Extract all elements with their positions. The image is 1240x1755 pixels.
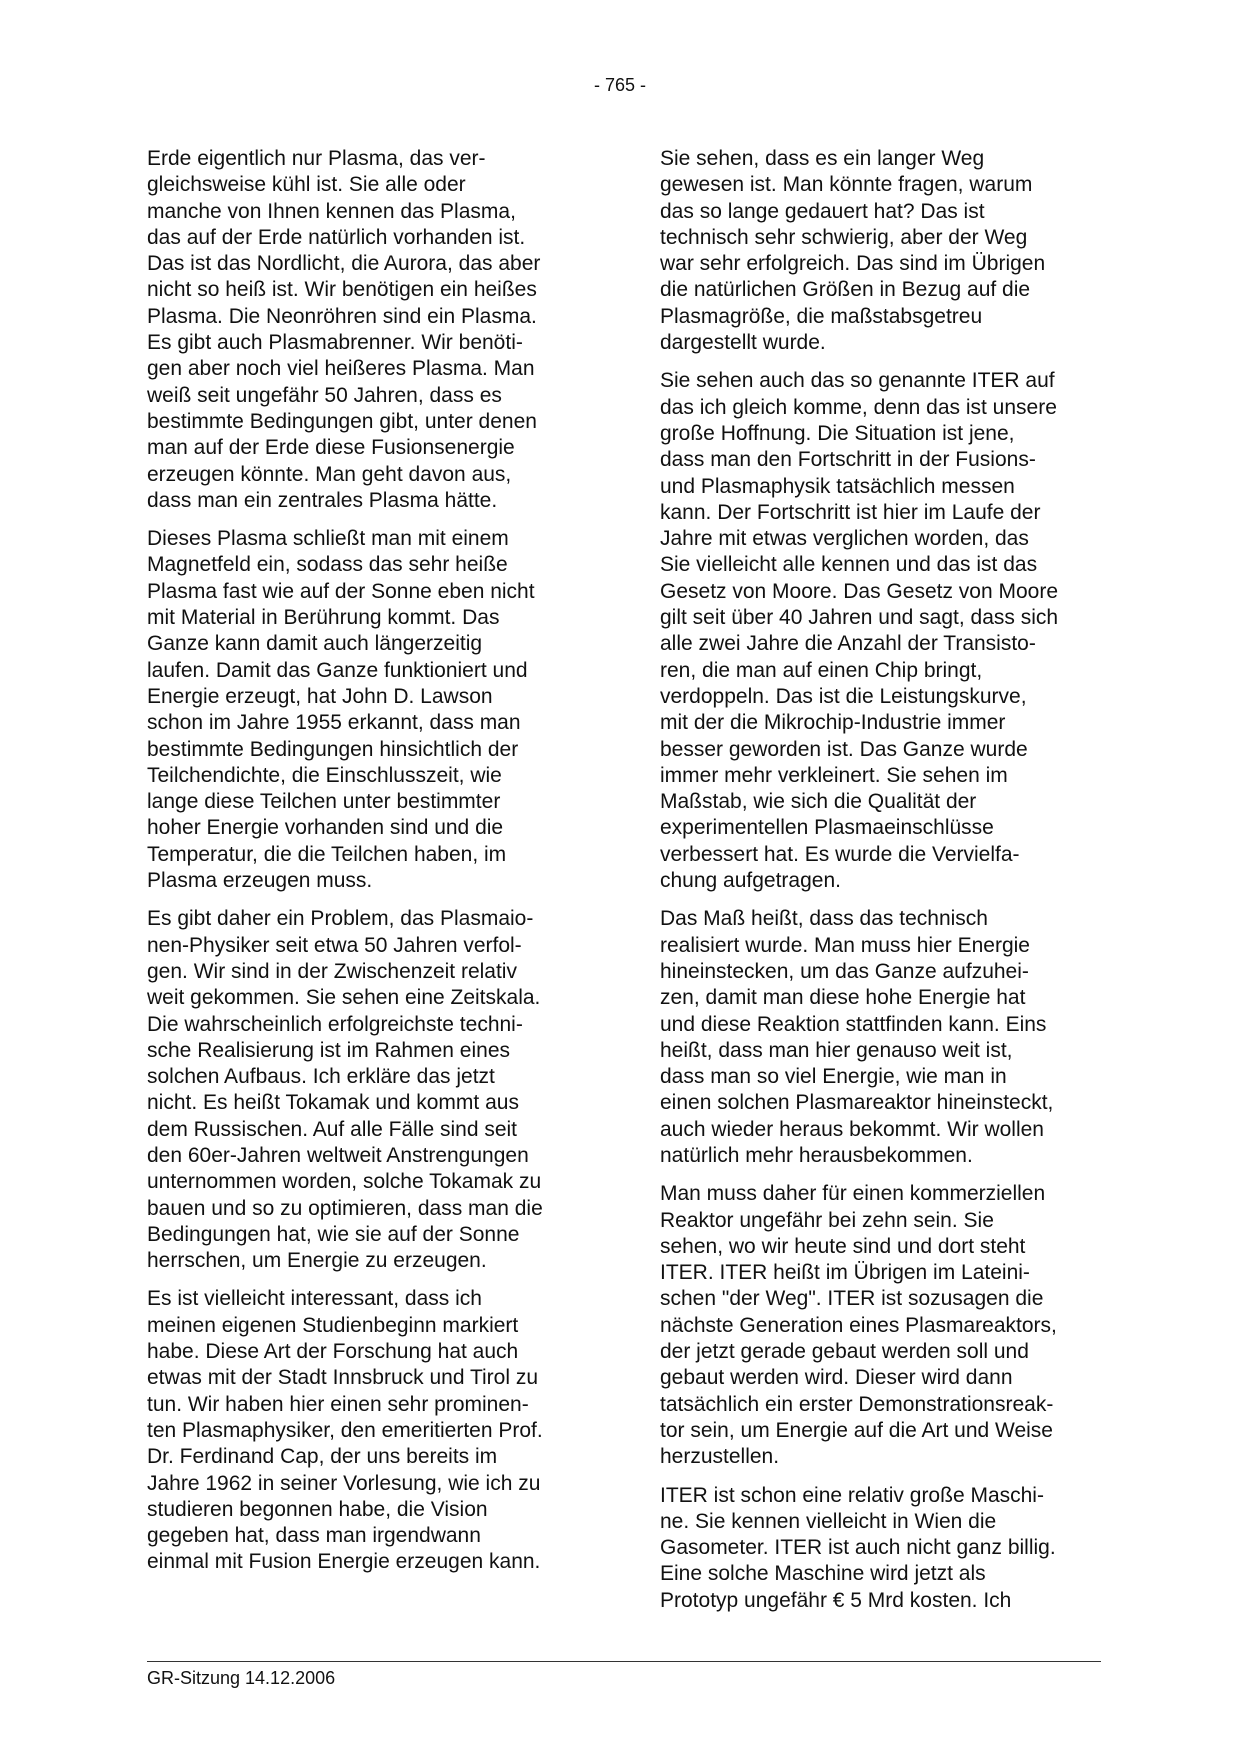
text-line: Bedingungen hat, wie sie auf der Sonne xyxy=(147,1222,520,1246)
text-line: Maßstab, wie sich die Qualität der xyxy=(660,790,977,814)
text-line: Teilchendichte, die Einschlusszeit, wie xyxy=(147,763,502,787)
paragraph xyxy=(147,1286,587,1575)
text-line: war sehr erfolgreich. Das sind im Übrigen xyxy=(660,252,1046,276)
text-line: Dr. Ferdinand Cap, der uns bereits im xyxy=(147,1445,498,1469)
text-line: gen. Wir sind in der Zwischenzeit relativ xyxy=(147,959,517,983)
text-line: hineinstecken, um das Ganze aufzuhei- xyxy=(660,959,1029,983)
text-line: Plasma. Die Neonröhren sind ein Plasma. xyxy=(147,304,537,328)
text-line: tor sein, um Energie auf die Art und Weise xyxy=(660,1418,1053,1442)
text-line: sche Realisierung ist im Rahmen eines xyxy=(147,1038,510,1062)
text-line: Es ist vielleicht interessant, dass ich xyxy=(147,1287,482,1311)
text-line: dargestellt wurde. xyxy=(660,331,826,355)
text-line: Das Maß heißt, dass das technisch xyxy=(660,907,988,931)
text-line: studieren begonnen habe, die Vision xyxy=(147,1497,488,1521)
text-line: dass man ein zentrales Plasma hätte. xyxy=(147,488,498,512)
text-line: einen solchen Plasmareaktor hineinsteckt, xyxy=(660,1091,1054,1115)
text-line: Energie erzeugt, hat John D. Lawson xyxy=(147,684,493,708)
text-line: tun. Wir haben hier einen sehr prominen- xyxy=(147,1392,529,1416)
text-line: Sie vielleicht alle kennen und das ist das xyxy=(660,553,1038,577)
text-line: Sie sehen auch das so genannte ITER auf xyxy=(660,369,1055,393)
text-line: Gesetz von Moore. Das Gesetz von Moore xyxy=(660,579,1059,603)
text-line: der jetzt gerade gebaut werden soll und xyxy=(660,1340,1029,1364)
text-line: ten Plasmaphysiker, den emeritierten Prof. xyxy=(147,1418,543,1442)
text-line: solchen Aufbaus. Ich erkläre das jetzt xyxy=(147,1065,495,1089)
text-line: bestimmte Bedingungen hinsichtlich der xyxy=(147,737,519,761)
paragraph xyxy=(147,526,587,894)
text-line: herrschen, um Energie zu erzeugen. xyxy=(147,1249,487,1273)
page-number: - 765 - xyxy=(593,75,647,95)
text-line: gilt seit über 40 Jahren und sagt, dass sich xyxy=(660,606,1059,630)
text-line: chung aufgetragen. xyxy=(660,869,841,893)
text-line: herzustellen. xyxy=(660,1445,780,1469)
text-line: lange diese Teilchen unter bestimmter xyxy=(147,790,501,814)
text-line: gleichsweise kühl ist. Sie alle oder xyxy=(147,173,466,197)
text-line: Plasma fast wie auf der Sonne eben nicht xyxy=(147,579,535,603)
text-line: Temperatur, die die Teilchen haben, im xyxy=(147,842,507,866)
text-line: Plasmagröße, die maßstabsgetreu xyxy=(660,304,983,328)
text-line: bauen und so zu optimieren, dass man die xyxy=(147,1196,543,1220)
text-line: nicht. Es heißt Tokamak und kommt aus xyxy=(147,1091,519,1115)
text-line: verdoppeln. Das ist die Leistungskurve, xyxy=(660,684,1027,708)
paragraph xyxy=(660,906,1110,1169)
text-line: mit Material in Berührung kommt. Das xyxy=(147,606,500,630)
text-line: tatsächlich ein erster Demonstrationsreak- xyxy=(660,1392,1054,1416)
text-line: Ganze kann damit auch längerzeitig xyxy=(147,632,483,656)
text-line: ren, die man auf einen Chip bringt, xyxy=(660,658,983,682)
text-line: nächste Generation eines Plasmareaktors, xyxy=(660,1313,1057,1337)
text-line: und Plasmaphysik tatsächlich messen xyxy=(660,474,1015,498)
text-line: weiß seit ungefähr 50 Jahren, dass es xyxy=(147,383,502,407)
text-line: das auf der Erde natürlich vorhanden ist. xyxy=(147,225,526,249)
text-line: Dieses Plasma schließt man mit einem xyxy=(147,527,509,551)
text-line: besser geworden ist. Das Ganze wurde xyxy=(660,737,1028,761)
text-line: Die wahrscheinlich erfolgreichste techni- xyxy=(147,1012,523,1036)
text-line: natürlich mehr herausbekommen. xyxy=(660,1143,973,1167)
text-line: die natürlichen Größen in Bezug auf die xyxy=(660,278,1031,302)
text-line: dass man so viel Energie, wie man in xyxy=(660,1065,1007,1089)
text-line: sehen, wo wir heute sind und dort steht xyxy=(660,1234,1026,1258)
text-line: Plasma erzeugen muss. xyxy=(147,869,373,893)
text-line: Es gibt daher ein Problem, das Plasmaio- xyxy=(147,907,534,931)
text-line: technisch sehr schwierig, aber der Weg xyxy=(660,225,1028,249)
text-line: ne. Sie kennen vielleicht in Wien die xyxy=(660,1509,997,1533)
text-line: und diese Reaktion stattfinden kann. Eins xyxy=(660,1012,1047,1036)
text-line: schen "der Weg". ITER ist sozusagen die xyxy=(660,1287,1044,1311)
text-line: nicht so heiß ist. Wir benötigen ein heißes xyxy=(147,278,537,302)
footer-divider xyxy=(147,1661,1101,1662)
paragraph xyxy=(660,1483,1110,1614)
text-line: dem Russischen. Auf alle Fälle sind seit xyxy=(147,1117,518,1141)
footer-session-date: GR-Sitzung 14.12.2006 xyxy=(147,1668,336,1688)
text-line: ITER ist schon eine relativ große Maschi- xyxy=(660,1483,1044,1507)
text-line: Jahre 1962 in seiner Vorlesung, wie ich zu xyxy=(147,1471,541,1495)
paragraph xyxy=(147,146,587,514)
text-line: hoher Energie vorhanden sind und die xyxy=(147,816,504,840)
text-line: auch wieder heraus bekommt. Wir wollen xyxy=(660,1117,1044,1141)
text-line: immer mehr verkleinert. Sie sehen im xyxy=(660,763,1008,787)
text-line: man auf der Erde diese Fusionsenergie xyxy=(147,436,515,460)
text-line: Man muss daher für einen kommerziellen xyxy=(660,1182,1046,1206)
text-line: kann. Der Fortschritt ist hier im Laufe der xyxy=(660,500,1041,524)
text-line: schon im Jahre 1955 erkannt, dass man xyxy=(147,711,521,735)
text-line: habe. Diese Art der Forschung hat auch xyxy=(147,1340,519,1364)
text-line: laufen. Damit das Ganze funktioniert und xyxy=(147,658,528,682)
left-column xyxy=(147,146,587,1588)
text-line: experimentellen Plasmaeinschlüsse xyxy=(660,816,994,840)
paragraph xyxy=(660,368,1110,894)
text-line: verbessert hat. Es wurde die Vervielfa- xyxy=(660,842,1020,866)
text-line: Reaktor ungefähr bei zehn sein. Sie xyxy=(660,1208,994,1232)
text-line: dass man den Fortschritt in der Fusions- xyxy=(660,448,1036,472)
text-line: große Hoffnung. Die Situation ist jene, xyxy=(660,421,1015,445)
text-line: Gasometer. ITER ist auch nicht ganz billig. xyxy=(660,1536,1056,1560)
text-line: Sie sehen, dass es ein langer Weg xyxy=(660,147,985,170)
text-line: Eine solche Maschine wird jetzt als xyxy=(660,1562,986,1586)
text-line: unternommen worden, solche Tokamak zu xyxy=(147,1170,542,1194)
text-line: nen-Physiker seit etwa 50 Jahren verfol- xyxy=(147,933,522,957)
text-line: das so lange gedauert hat? Das ist xyxy=(660,199,985,223)
text-line: gen aber noch viel heißeres Plasma. Man xyxy=(147,357,535,381)
text-line: Prototyp ungefähr € 5 Mrd kosten. Ich xyxy=(660,1588,1012,1612)
text-line: gebaut werden wird. Dieser wird dann xyxy=(660,1366,1013,1390)
text-line: meinen eigenen Studienbeginn markiert xyxy=(147,1313,519,1337)
paragraph xyxy=(147,906,587,1274)
text-line: gegeben hat, dass man irgendwann xyxy=(147,1524,481,1548)
text-line: zen, damit man diese hohe Energie hat xyxy=(660,986,1026,1010)
paragraph xyxy=(660,1181,1110,1470)
text-line: ITER. ITER heißt im Übrigen im Lateini- xyxy=(660,1261,1030,1285)
paragraph xyxy=(660,146,1110,356)
text-line: alle zwei Jahre die Anzahl der Transisto- xyxy=(660,632,1036,656)
text-line: Magnetfeld ein, sodass das sehr heiße xyxy=(147,553,508,577)
text-line: Das ist das Nordlicht, die Aurora, das aber xyxy=(147,252,541,276)
text-line: realisiert wurde. Man muss hier Energie xyxy=(660,933,1030,957)
text-line: Jahre mit etwas verglichen worden, das xyxy=(660,527,1029,551)
text-line: mit der die Mikrochip-Industrie immer xyxy=(660,711,1006,735)
right-column xyxy=(660,146,1110,1626)
text-line: das ich gleich komme, denn das ist unsere xyxy=(660,395,1057,419)
text-line: heißt, dass man hier genauso weit ist, xyxy=(660,1038,1013,1062)
text-line: etwas mit der Stadt Innsbruck und Tirol zu xyxy=(147,1366,539,1390)
text-line: weit gekommen. Sie sehen eine Zeitskala. xyxy=(147,986,541,1010)
text-line: erzeugen könnte. Man geht davon aus, xyxy=(147,462,512,486)
text-line: manche von Ihnen kennen das Plasma, xyxy=(147,199,516,223)
text-line: gewesen ist. Man könnte fragen, warum xyxy=(660,173,1033,197)
text-line: Erde eigentlich nur Plasma, das ver- xyxy=(147,147,486,170)
text-line: den 60er-Jahren weltweit Anstrengungen xyxy=(147,1143,529,1167)
text-line: einmal mit Fusion Energie erzeugen kann. xyxy=(147,1550,541,1574)
text-line: Es gibt auch Plasmabrenner. Wir benöti- xyxy=(147,331,523,355)
text-line: bestimmte Bedingungen gibt, unter denen xyxy=(147,409,537,433)
